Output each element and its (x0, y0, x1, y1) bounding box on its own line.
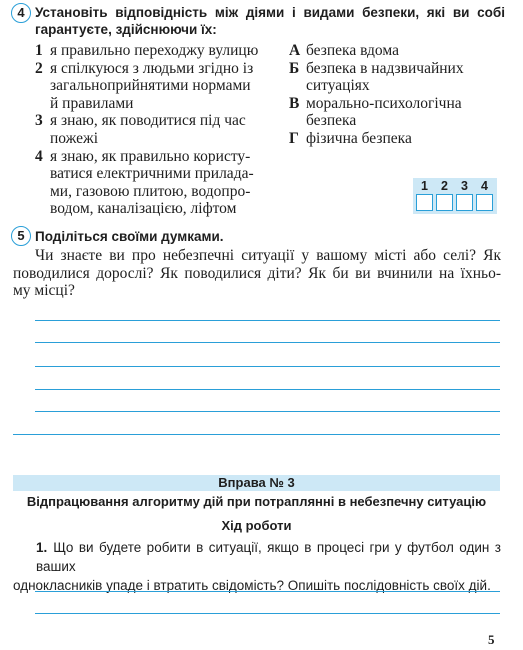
item-number: 2 (35, 59, 43, 77)
answer-grid-digit: 2 (441, 179, 448, 193)
list-item (35, 42, 280, 60)
exercise-subtitle: Відпрацювання алгоритму дій при потраплянні в небезпечну ситуацію (26, 494, 487, 509)
item-letter: Г (289, 129, 299, 147)
item-text: ми, газовою плитою, водопро- (50, 182, 251, 200)
answer-line[interactable] (35, 342, 500, 343)
answer-cell[interactable] (456, 194, 473, 211)
list-item (35, 148, 280, 218)
right-list (289, 42, 509, 148)
answer-line[interactable] (35, 591, 500, 592)
item-text: я спілкуюся з людьми згідно із (50, 59, 254, 77)
text-line: му місці? (13, 282, 75, 300)
text-line: поводилися дорослі? Як поводилися діти? Як би ви вчинили на їхньо- (13, 264, 501, 282)
left-list (35, 42, 280, 218)
item-text: безпека (306, 112, 357, 130)
item-letter: Б (289, 59, 300, 77)
answer-line[interactable] (35, 389, 500, 390)
exercise-title: Вправа № 3 (218, 475, 295, 490)
answer-cell[interactable] (476, 194, 493, 211)
item-text: й правилами (50, 94, 134, 112)
item-text: загальноприйнятими нормами (50, 77, 251, 95)
item-letter: В (289, 94, 300, 112)
list-item (289, 60, 509, 95)
list-item (289, 42, 509, 60)
list-item (35, 60, 280, 113)
task-text (13, 247, 501, 300)
item-text: Що ви будете робити в ситуації, якщо в процесі гри у футбол один з ваших (36, 540, 501, 574)
answer-line[interactable] (35, 613, 500, 614)
item-number: 1 (35, 42, 43, 59)
item-text: я знаю, як поводитися під час (50, 112, 246, 130)
answer-grid-digit: 1 (421, 179, 428, 193)
answer-line[interactable] (35, 411, 500, 412)
answer-grid-digit: 3 (461, 179, 468, 193)
section-heading: Хід роботи (221, 518, 292, 533)
task-number-badge: 5 (11, 226, 31, 246)
task-number-badge: 4 (11, 3, 31, 23)
task-heading (35, 4, 505, 38)
item-text: морально-психологічна (306, 94, 462, 112)
item-number: 4 (35, 147, 43, 165)
exercise-item (13, 538, 501, 595)
item-text: я знаю, як правильно користу- (50, 147, 251, 165)
item-text: безпека вдома (306, 42, 399, 59)
list-item (289, 95, 509, 130)
item-text: пожежі (50, 129, 99, 147)
item-text: ситуаціях (306, 77, 370, 95)
item-number: 3 (35, 112, 43, 130)
item-text: безпека в надзвичайних (306, 59, 464, 77)
answer-line[interactable] (35, 320, 500, 321)
text-line: Чи знаєте ви про небезпечні ситуації у вашому місті або селі? Як (35, 247, 501, 264)
exercise-item-line: однокласників упаде і втратить свідомість? Опишіть послідовність своїх дій. (13, 578, 491, 593)
item-text: я правильно переходжу вулицю (50, 42, 259, 59)
task-heading: Поділіться своїми думками. (35, 229, 224, 244)
item-text: ватися електричними прилада- (50, 165, 254, 183)
answer-grid (413, 178, 497, 214)
answer-line[interactable] (13, 434, 500, 435)
answer-cell[interactable] (416, 194, 433, 211)
list-item (289, 130, 509, 148)
item-number: 1. (36, 540, 48, 555)
item-text: водом, каналізацією, ліфтом (50, 200, 237, 218)
item-text: фізична безпека (306, 129, 412, 147)
list-item (35, 112, 280, 147)
task-heading-line: гарантуєте, здійснюючи їх: (35, 22, 217, 37)
answer-cell[interactable] (436, 194, 453, 211)
page-number: 5 (488, 632, 495, 647)
answer-grid-digit: 4 (481, 179, 488, 193)
task-heading-line: Установіть відповідність між діями і видами безпеки, які ви собі (35, 5, 505, 20)
item-letter: А (289, 42, 301, 59)
exercise-item-line (13, 538, 501, 576)
answer-line[interactable] (35, 366, 500, 367)
